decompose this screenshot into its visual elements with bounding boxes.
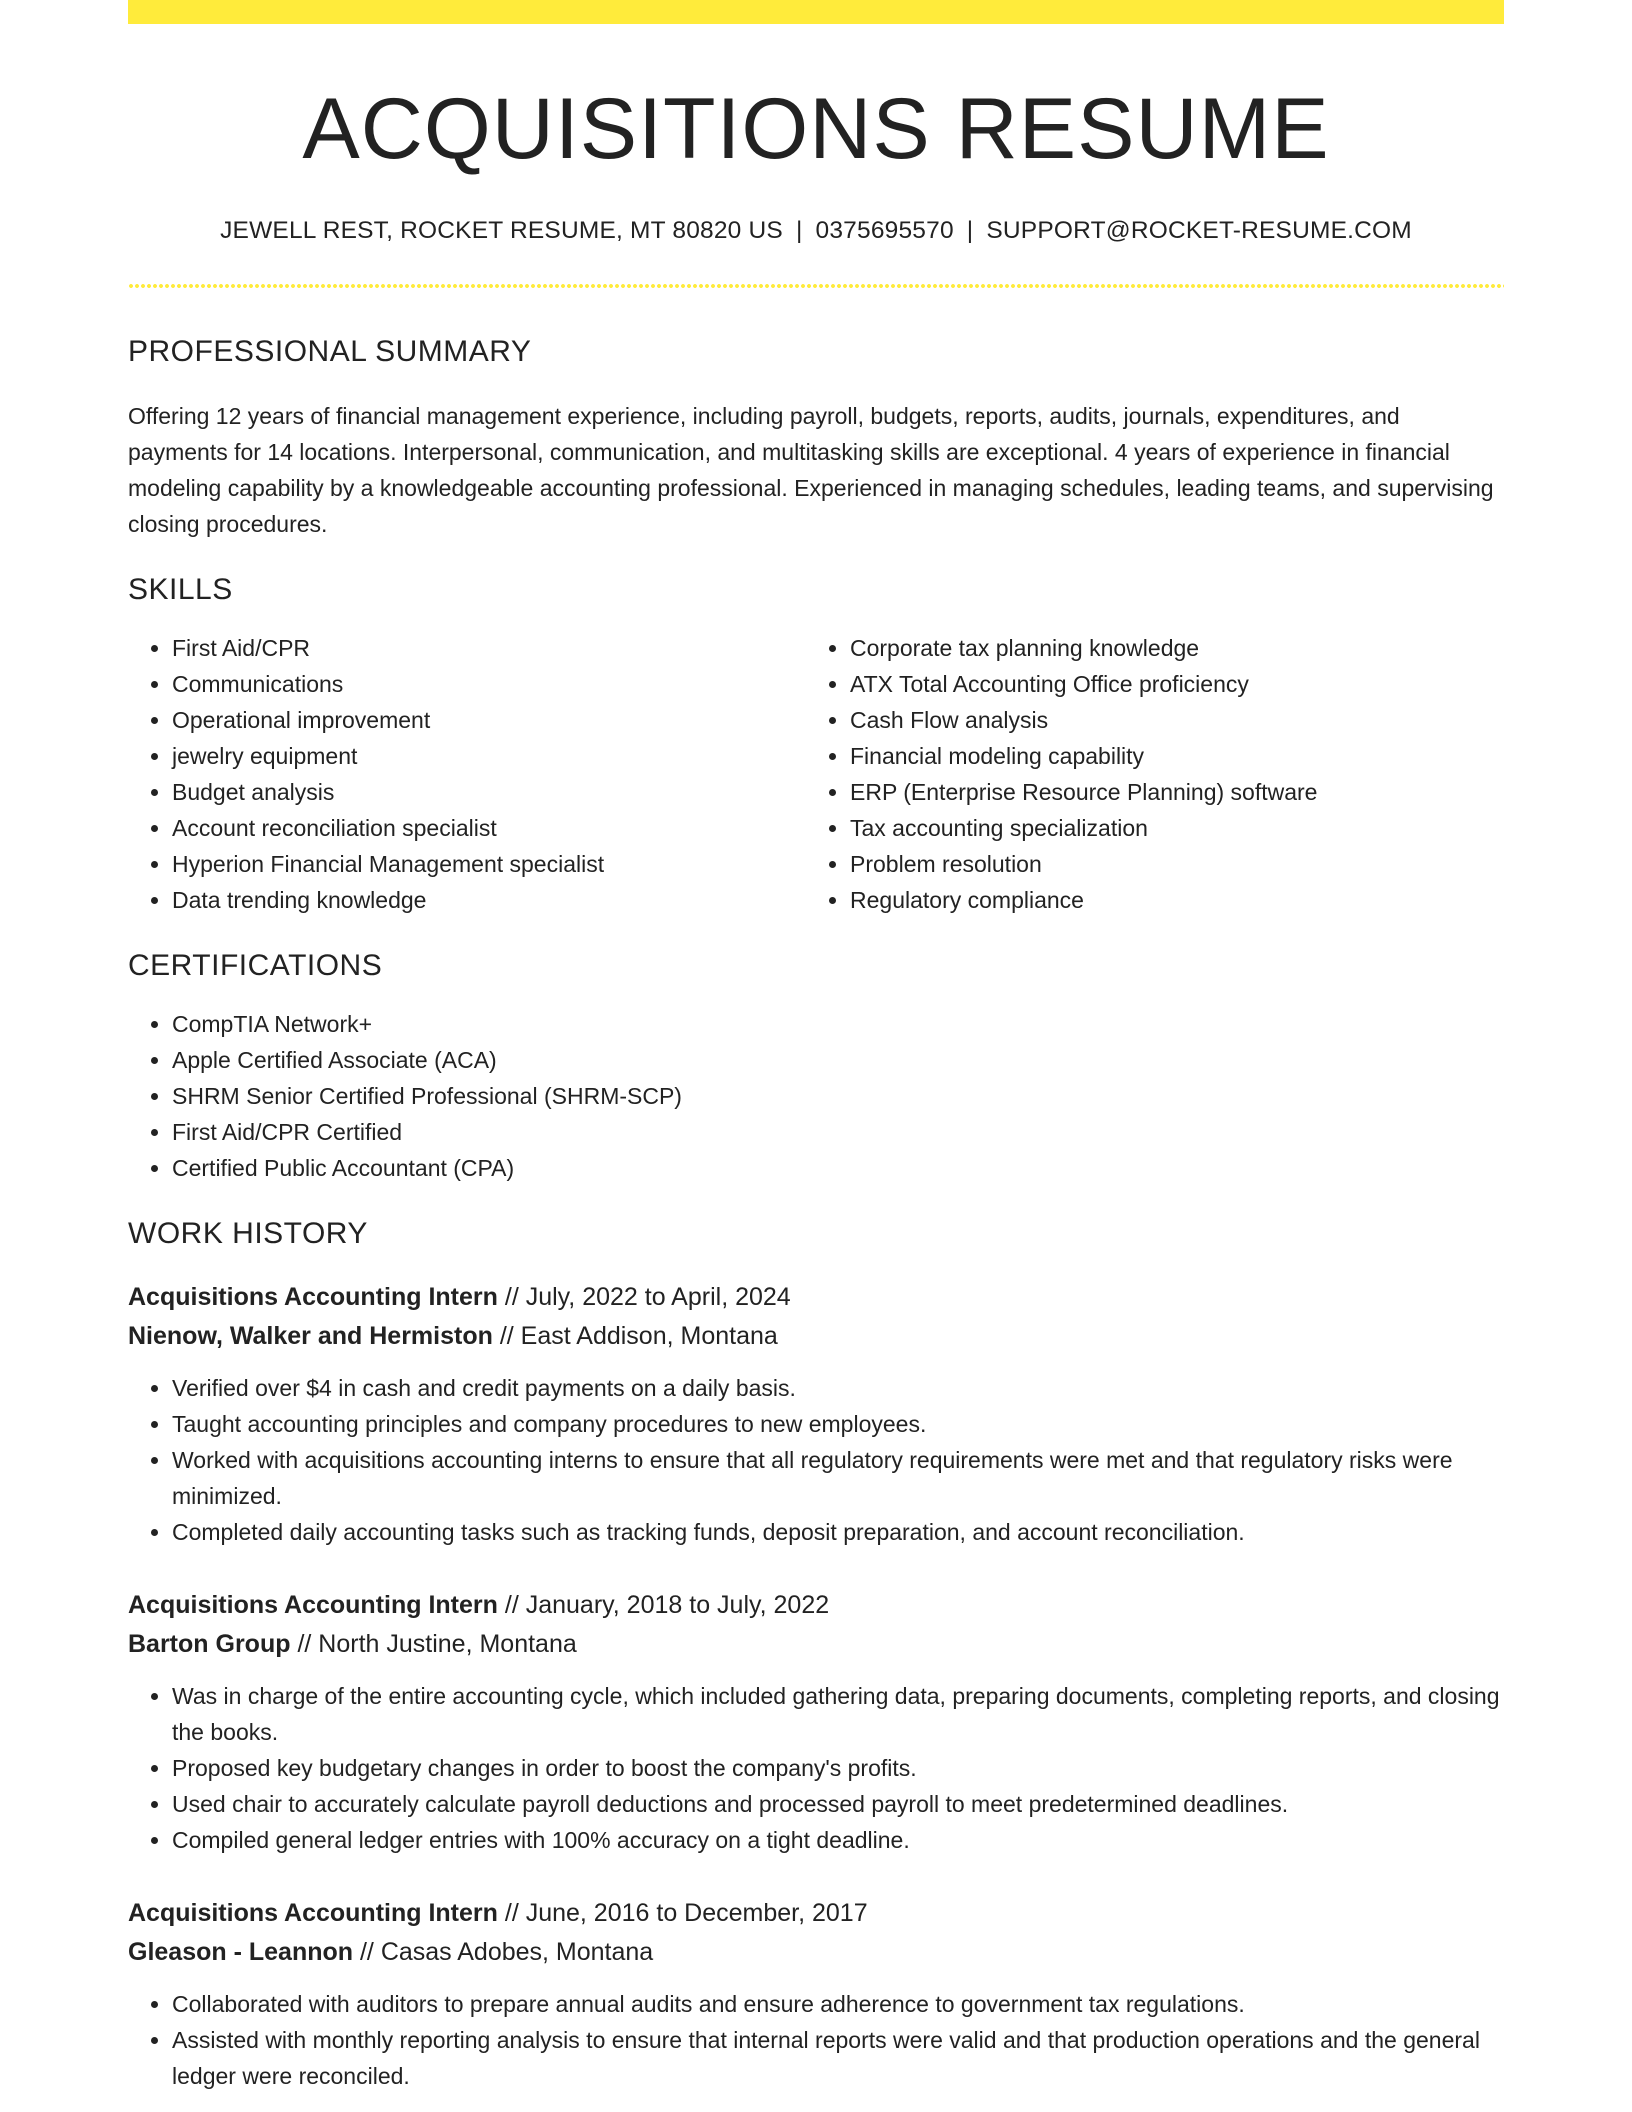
job-location: // North Justine, Montana — [290, 1630, 577, 1659]
contact-address: JEWELL REST, ROCKET RESUME, MT 80820 US — [220, 216, 783, 244]
skill-item: • First Aid/CPR — [172, 630, 806, 666]
contact-separator: | — [795, 216, 803, 244]
job-duty: • Proposed key budgetary changes in order to boost the company's profits. — [172, 1750, 1504, 1786]
job-duties-list — [128, 1678, 1504, 1858]
contact-email: SUPPORT@ROCKET-RESUME.COM — [986, 216, 1412, 244]
job-title: Acquisitions Accounting Intern — [128, 1591, 498, 1620]
contact-line — [128, 215, 1504, 247]
job-location: // Casas Adobes, Montana — [353, 1938, 654, 1967]
certifications-section — [128, 948, 1504, 1186]
certification-item: • Apple Certified Associate (ACA) — [172, 1042, 1504, 1078]
resume-title: ACQUISITIONS RESUME — [302, 81, 1330, 177]
job-title-line — [128, 1586, 1504, 1625]
job-duty: • Verified over $4 in cash and credit payments on a daily basis. — [172, 1370, 1504, 1406]
certification-item: • First Aid/CPR Certified — [172, 1114, 1504, 1150]
job-dates: // July, 2022 to April, 2024 — [497, 1283, 791, 1312]
certifications-list — [128, 1006, 1504, 1186]
skill-item: • Operational improvement — [172, 702, 806, 738]
job-title-line — [128, 1894, 1504, 1933]
skill-item: • Financial modeling capability — [850, 738, 1550, 774]
skills-list-right — [806, 630, 1550, 918]
accent-bar — [128, 0, 1504, 24]
resume-page — [128, 0, 1504, 2094]
job-entry — [128, 1586, 1504, 1858]
work-history-heading: WORK HISTORY — [128, 1217, 368, 1251]
job-dates: // January, 2018 to July, 2022 — [497, 1591, 830, 1620]
job-duty: • Completed daily accounting tasks such as tracking funds, deposit preparation, and account reconciliation. — [172, 1514, 1504, 1550]
skill-item: • Corporate tax planning knowledge — [850, 630, 1550, 666]
skill-item: • jewelry equipment — [172, 738, 806, 774]
certification-item: • CompTIA Network+ — [172, 1006, 1504, 1042]
job-duty: • Used chair to accurately calculate payroll deductions and processed payroll to meet predetermined deadlines. — [172, 1786, 1504, 1822]
skill-item: • ERP (Enterprise Resource Planning) software — [850, 774, 1550, 810]
job-company-line — [128, 1933, 1504, 1972]
job-entry — [128, 1894, 1504, 2094]
summary-text: Offering 12 years of financial management experience, including payroll, budgets, reports, audits, journals, expenditures, and payments for 14 locations. Interpersonal, communication, and multitasking skills are exceptional. 4 years of experience in financial modeling capability by a knowledgeable accounting professional. Experienced in managing schedules, leading teams, and supervising closing procedures. — [128, 403, 1494, 538]
job-entry — [128, 1278, 1504, 1550]
contact-separator: | — [966, 216, 974, 244]
job-title-line — [128, 1278, 1504, 1317]
work-history-section — [128, 1216, 1504, 2094]
skill-item: • Communications — [172, 666, 806, 702]
job-dates: // June, 2016 to December, 2017 — [497, 1899, 868, 1928]
skill-item: • Budget analysis — [172, 774, 806, 810]
job-company-line — [128, 1317, 1504, 1356]
skill-item: • Data trending knowledge — [172, 882, 806, 918]
job-company-line — [128, 1625, 1504, 1664]
summary-heading: PROFESSIONAL SUMMARY — [128, 335, 532, 369]
skill-item: • Problem resolution — [850, 846, 1550, 882]
certifications-heading: CERTIFICATIONS — [128, 949, 383, 983]
skills-grid — [128, 630, 1504, 918]
job-duties-list — [128, 1986, 1504, 2094]
skill-item: • ATX Total Accounting Office proficiency — [850, 666, 1550, 702]
job-company: Barton Group — [128, 1630, 291, 1659]
job-duty: • Was in charge of the entire accounting cycle, which included gathering data, preparing documents, completing reports, and closing the books. — [172, 1678, 1504, 1750]
job-title: Acquisitions Accounting Intern — [128, 1899, 498, 1928]
job-duty: • Taught accounting principles and company procedures to new employees. — [172, 1406, 1504, 1442]
job-duties-list — [128, 1370, 1504, 1550]
skills-section — [128, 572, 1504, 918]
job-duty: • Assisted with monthly reporting analysis to ensure that internal reports were valid and that production operations and the general ledger were reconciled. — [172, 2022, 1504, 2094]
skill-item: • Regulatory compliance — [850, 882, 1550, 918]
job-location: // East Addison, Montana — [492, 1322, 778, 1351]
dotted-divider — [128, 284, 1504, 288]
job-company: Gleason - Leannon — [128, 1938, 354, 1967]
skills-heading: SKILLS — [128, 573, 233, 607]
summary-section — [128, 334, 1504, 542]
certification-item: • Certified Public Accountant (CPA) — [172, 1150, 1504, 1186]
job-duty: • Compiled general ledger entries with 100% accuracy on a tight deadline. — [172, 1822, 1504, 1858]
skills-list-left — [128, 630, 806, 918]
contact-phone: 0375695570 — [815, 216, 954, 244]
job-company: Nienow, Walker and Hermiston — [128, 1322, 493, 1351]
skill-item: • Cash Flow analysis — [850, 702, 1550, 738]
skill-item: • Account reconciliation specialist — [172, 810, 806, 846]
skill-item: • Hyperion Financial Management specialist — [172, 846, 806, 882]
job-title: Acquisitions Accounting Intern — [128, 1283, 498, 1312]
job-duty: • Worked with acquisitions accounting interns to ensure that all regulatory requirements were met and that regulatory risks were minimized. — [172, 1442, 1504, 1514]
job-duty: • Collaborated with auditors to prepare annual audits and ensure adherence to government tax regulations. — [172, 1986, 1504, 2022]
certification-item: • SHRM Senior Certified Professional (SHRM-SCP) — [172, 1078, 1504, 1114]
skill-item: • Tax accounting specialization — [850, 810, 1550, 846]
